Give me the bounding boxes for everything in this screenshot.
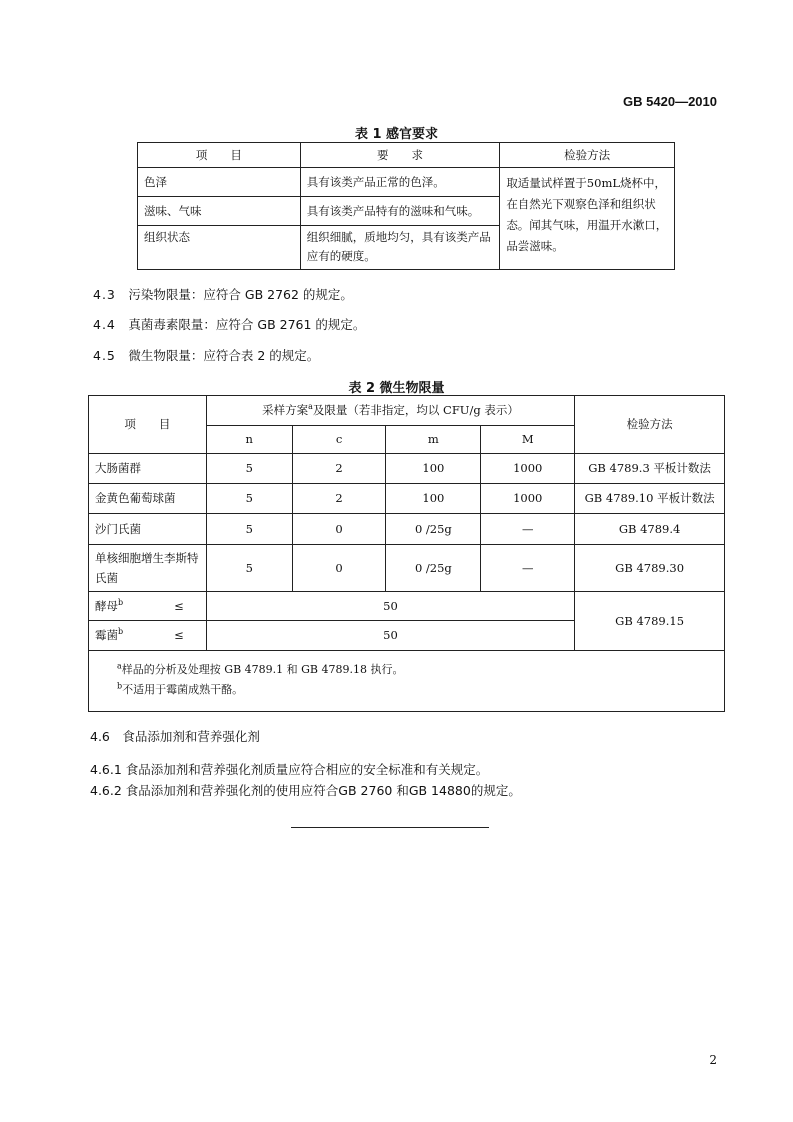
row-item: 单核细胞增生李斯特氏菌 [89,545,207,592]
table1-item: 滋味、气味 [138,197,301,226]
section-number: 4.6.2 [90,783,122,798]
standard-number: GB 5420—2010 [623,94,717,109]
row-n: 5 [206,484,292,514]
table-row [89,484,725,514]
table1-header-requirement: 要 求 [300,143,500,168]
table1-sensory-requirements [137,142,675,270]
table1-requirement: 具有该类产品特有的滋味和气味。 [300,197,500,226]
table-row [89,514,725,545]
table2-header-item: 项 目 [89,396,207,454]
table2-subheader-n: n [206,426,292,454]
row-c: 2 [292,454,386,484]
row-method: GB 4789.10 平板计数法 [575,484,725,514]
table2-footnotes [89,651,725,712]
row-method: GB 4789.3 平板计数法 [575,454,725,484]
row-item-yeast: 酵母$^b$ ≤ [89,592,207,621]
row-c: 0 [292,545,386,592]
table2-header-plan: 采样方案$^a$及限量（若非指定，均以 CFU/g 表示） [206,396,574,426]
table1-requirement: 具有该类产品正常的色泽。 [300,168,500,197]
row-n: 5 [206,514,292,545]
section-number: 4.5 [93,348,116,363]
footnote-b: $^b$不适用于霉菌成熟干酪。 [117,681,244,696]
section-number: 4.3 [93,287,116,302]
table2-header-method: 检验方法 [575,396,725,454]
row-m: 100 [386,484,481,514]
section-4-3 [93,285,353,303]
row-m: 0 /25g [386,514,481,545]
end-rule [291,827,489,828]
row-item: 金黄色葡萄球菌 [89,484,207,514]
row-method: GB 4789.30 [575,545,725,592]
section-text: 真菌毒素限量：应符合 GB 2761 的规定。 [128,317,366,332]
row-item-mold: 霉菌$^b$ ≤ [89,621,207,651]
footnote-a: $^a$样品的分析及处理按 GB 4789.1 和 GB 4789.18 执行。 [117,661,404,676]
row-method: GB 4789.15 [575,592,725,651]
row-limit: 50 [206,621,574,651]
section-4-6 [90,727,260,745]
section-text: 食品添加剂和营养强化剂质量应符合相应的安全标准和有关规定。 [125,762,489,777]
section-number: 4.6 [90,729,110,744]
row-M: — [481,514,575,545]
section-number: 4.6.1 [90,762,122,777]
section-4-6-2 [90,781,521,799]
table-row [89,592,725,621]
row-n: 5 [206,454,292,484]
section-4-6-1 [90,760,488,778]
row-item: 大肠菌群 [89,454,207,484]
section-4-5 [93,346,319,364]
table2-subheader-c: c [292,426,386,454]
table1-header-method: 检验方法 [500,143,675,168]
row-M: 1000 [481,484,575,514]
row-M: — [481,545,575,592]
row-method: GB 4789.4 [575,514,725,545]
row-m: 100 [386,454,481,484]
table1-header-item: 项 目 [138,143,301,168]
page-number: 2 [709,1053,717,1067]
table2-title: 表 2 微生物限量 [348,381,445,396]
row-M: 1000 [481,454,575,484]
table2-subheader-m: m [386,426,481,454]
row-item: 沙门氏菌 [89,514,207,545]
table2-microbial-limits [88,395,725,712]
table1-item: 组织状态 [138,226,301,270]
section-4-4 [93,315,365,333]
section-text: 食品添加剂和营养强化剂的使用应符合GB 2760 和GB 14880的规定。 [125,783,521,798]
row-c: 0 [292,514,386,545]
table1-title: 表 1 感官要求 [354,127,439,142]
table2-subheader-M: M [481,426,575,454]
row-m: 0 /25g [386,545,481,592]
section-number: 4.4 [93,317,116,332]
table1-method: 取适量试样置于50mL烧杯中，在自然光下观察色泽和组织状态。闻其气味，用温开水漱口，品尝滋味。 [500,168,675,270]
section-text: 微生物限量：应符合表 2 的规定。 [128,348,320,363]
row-c: 2 [292,484,386,514]
row-limit: 50 [206,592,574,621]
table-row [89,454,725,484]
table1-requirement: 组织细腻，质地均匀，具有该类产品应有的硬度。 [300,226,500,270]
section-text: 食品添加剂和营养强化剂 [122,729,260,744]
section-text: 污染物限量：应符合 GB 2762 的规定。 [128,287,353,302]
table-row [89,545,725,592]
row-n: 5 [206,545,292,592]
table1-item: 色泽 [138,168,301,197]
